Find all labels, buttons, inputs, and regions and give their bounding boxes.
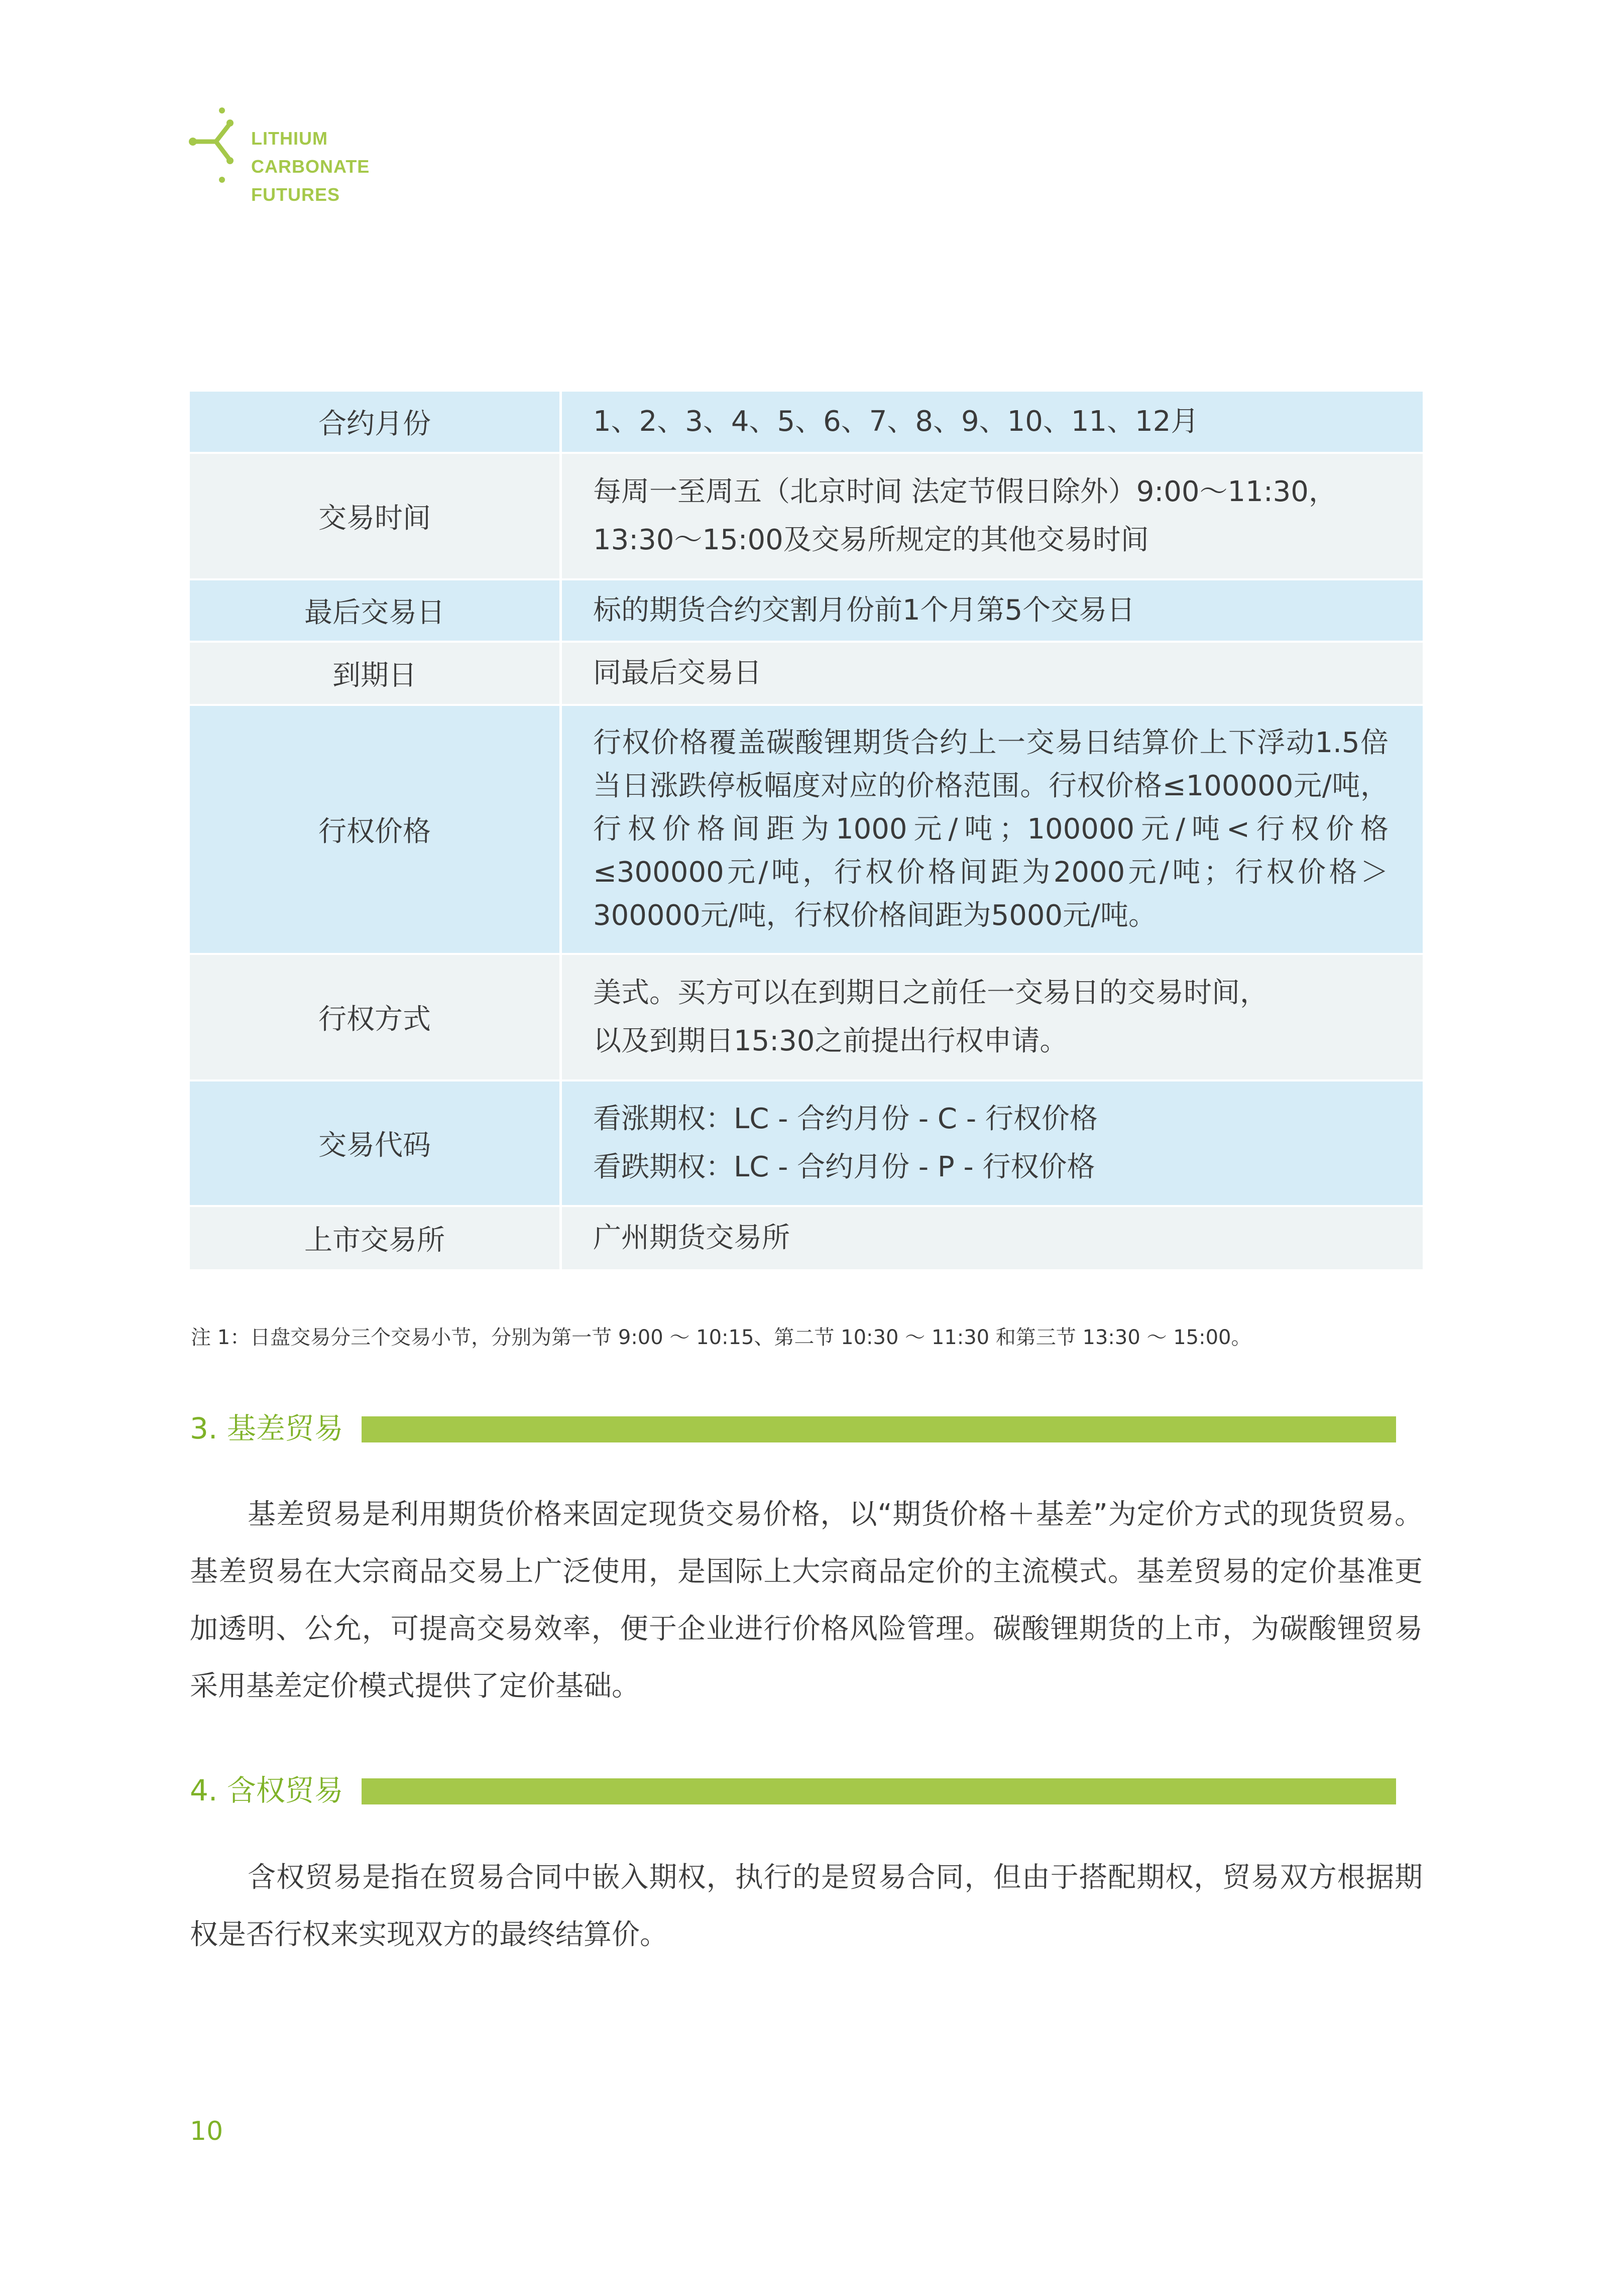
row-value [562,706,1423,953]
row-value-line: 13:30～15:00及交易所规定的其他交易时间 [593,524,1149,556]
row-value-line: 标的期货合约交割月份前1个月第5个交易日 [593,594,1135,627]
row-value [562,955,1423,1079]
table-row [190,706,1423,955]
row-label: 上市交易所 [190,1207,562,1269]
row-value [562,580,1423,641]
row-label: 合约月份 [190,392,562,452]
section-heading [190,1770,1395,1810]
row-value [562,1081,1423,1205]
contract-spec-table [190,392,1423,1269]
row-value-line: 广州期货交易所 [593,1222,790,1254]
row-value-line: 同最后交易日 [593,657,762,689]
row-label: 最后交易日 [190,580,562,641]
section-body: 含权贸易是指在贸易合同中嵌入期权，执行的是贸易合同，但由于搭配期权，贸易双方根据期权是否行权来实现双方的最终结算价。 [190,1861,1423,1951]
header-logo [186,100,437,205]
row-value-paragraph: 行权价格覆盖碳酸锂期货合约上一交易日结算价上下浮动1.5倍当日涨跌停板幅度对应的价格范围。行权价格≤100000元/吨，行权价格间距为1000元/吨；100000元/吨<行权价格≤300000元/吨，行权价格间距为2000元/吨；行权价格＞300000元/吨，行权价格间距为5000元/吨。 [593,727,1389,932]
row-label: 行权价格 [190,706,562,953]
row-value-line: 1、2、3、4、5、6、7、8、9、10、11、12月 [593,405,1199,438]
row-label: 交易时间 [190,454,562,578]
section-bar [362,1778,1396,1804]
table-row [190,580,1423,643]
row-value-line: 每周一至周五（北京时间 法定节假日除外）9:00～11:30， [593,475,1337,508]
logo-line-2: FUTURES [251,184,340,205]
row-value-line: 美式。买方可以在到期日之前任一交易日的交易时间， [593,977,1268,1009]
table-row [190,454,1423,580]
row-value [562,454,1423,578]
row-value-line: 看跌期权：LC - 合约月份 - P - 行权价格 [593,1151,1095,1183]
logo-text [251,125,437,209]
section-bar [362,1416,1396,1442]
row-label: 交易代码 [190,1081,562,1205]
molecule-icon [186,100,246,191]
section-heading [190,1408,1395,1448]
table-row [190,392,1423,454]
section-title: 4. 含权贸易 [190,1773,343,1807]
table-row [190,955,1423,1081]
section-title: 3. 基差贸易 [190,1411,343,1445]
logo-line-1: LITHIUM CARBONATE [251,128,370,177]
table-row [190,1207,1423,1269]
row-value [562,392,1423,452]
row-value-line: 看涨期权：LC - 合约月份 - C - 行权价格 [593,1103,1098,1135]
row-label: 行权方式 [190,955,562,1079]
row-value [562,1207,1423,1269]
row-value-line: 以及到期日15:30之前提出行权申请。 [593,1025,1068,1057]
page-number: 10 [190,2116,223,2146]
row-label: 到期日 [190,643,562,704]
row-value [562,643,1423,704]
table-row [190,1081,1423,1207]
table-footnote: 注 1：日盘交易分三个交易小节，分别为第一节 9:00 ～ 10:15、第二节 10:30 ～ 11:30 和第三节 13:30 ～ 15:00。 [191,1326,1251,1349]
table-row [190,643,1423,706]
section-body: 基差贸易是利用期货价格来固定现货交易价格，以“期货价格＋基差”为定价方式的现货贸易。基差贸易在大宗商品交易上广泛使用，是国际上大宗商品定价的主流模式。基差贸易的定价基准更加透明、公允，可提高交易效率，便于企业进行价格风险管理。碳酸锂期货的上市，为碳酸锂贸易采用基差定价模式提供了定价基础。 [190,1498,1423,1703]
